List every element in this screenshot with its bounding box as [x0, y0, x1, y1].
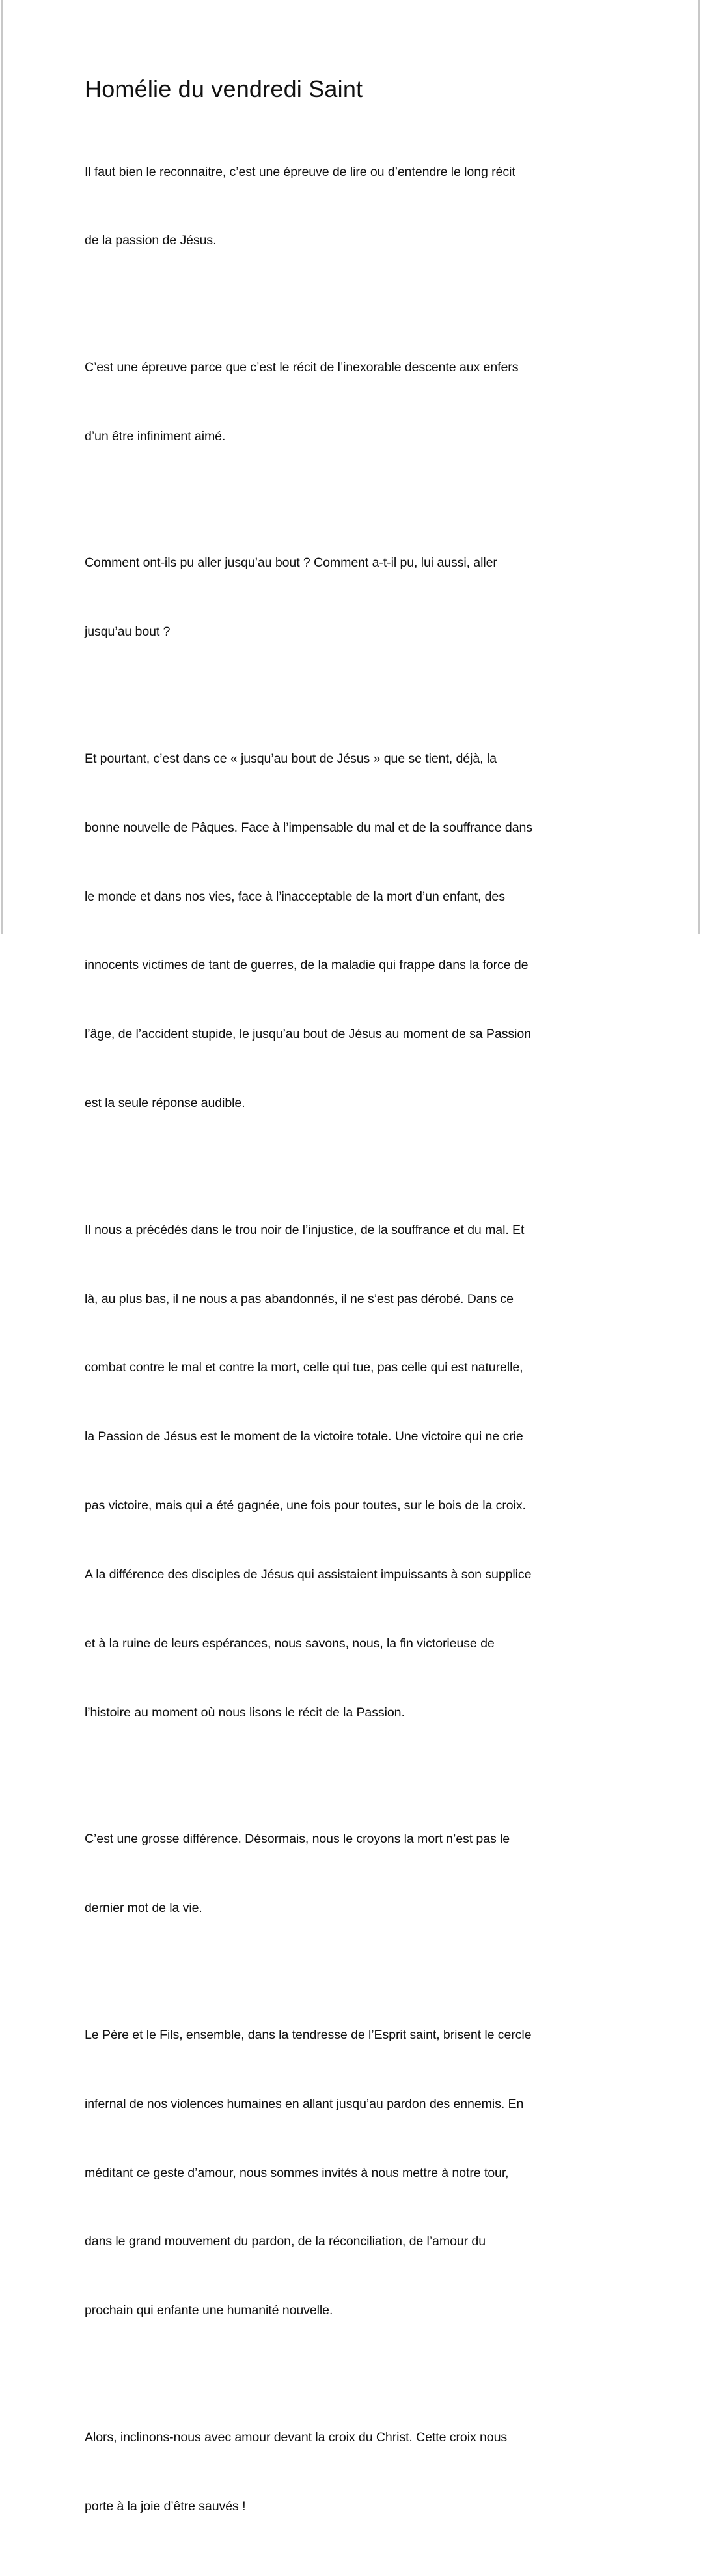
paragraph-line: d’un être infiniment aimé. [85, 428, 226, 443]
paragraph-line: dans le grand mouvement du pardon, de la réconciliation, de l’amour du [85, 2234, 486, 2249]
paragraph-line: de la passion de Jésus. [85, 233, 217, 248]
document-title: Homélie du vendredi Saint [85, 76, 363, 102]
paragraph-line: C’est une grosse différence. Désormais, nous le croyons la mort n’est pas le [85, 1832, 510, 1847]
paragraph-line: Comment ont-ils pu aller jusqu’au bout ? Comment a-t-il pu, lui aussi, aller [85, 555, 497, 570]
paragraph-line: bonne nouvelle de Pâques. Face à l’impensable du mal et de la souffrance dans [85, 820, 532, 835]
paragraph-line: Et pourtant, c’est dans ce « jusqu’au bout de Jésus » que se tient, déjà, la [85, 751, 497, 766]
paragraph [85, 1978, 618, 2368]
paragraph-line: A la différence des disciples de Jésus qui assistaient impuissants à son supplice [85, 1567, 532, 1582]
paragraph-line: la Passion de Jésus est le moment de la victoire totale. Une victoire qui ne crie [85, 1429, 523, 1444]
paragraph [85, 310, 618, 494]
paragraph-line: l’âge, de l’accident stupide, le jusqu’au bout de Jésus au moment de sa Passion [85, 1027, 531, 1042]
paragraph-line: Alors, inclinons-nous avec amour devant la croix du Christ. Cette croix nous [85, 2429, 508, 2444]
paragraph-line: C’est une épreuve parce que c’est le récit de l’inexorable descente aux enfers [85, 359, 519, 374]
paragraph [85, 2380, 618, 2564]
paragraph [85, 701, 618, 1161]
paragraph-line: infernal de nos violences humaines en allant jusqu’au pardon des ennemis. En [85, 2096, 524, 2111]
paragraph-line: porte à la joie d’être sauvés ! [85, 2499, 246, 2513]
page-edge-right [698, 0, 700, 934]
paragraph-line: et à la ruine de leurs espérances, nous savons, nous, la fin victorieuse de [85, 1636, 495, 1651]
document-page [85, 73, 618, 2576]
paragraph-line: Il faut bien le reconnaitre, c’est une épreuve de lire ou d’entendre le long récit [85, 164, 515, 179]
paragraph-line: Le Père et le Fils, ensemble, dans la tendresse de l’Esprit saint, brisent le cercle [85, 2027, 532, 2042]
paragraph-line: combat contre le mal et contre la mort, celle qui tue, pas celle qui est naturelle, [85, 1360, 523, 1375]
paragraph-line: là, au plus bas, il ne nous a pas abandonnés, il ne s’est pas dérobé. Dans ce [85, 1291, 514, 1306]
page-edge-left [1, 0, 3, 934]
paragraph [85, 1782, 618, 1966]
paragraph-line: pas victoire, mais qui a été gagnée, une fois pour toutes, sur le bois de la croix. [85, 1498, 526, 1513]
paragraph [85, 115, 618, 298]
paragraph-line: prochain qui enfante une humanité nouvelle. [85, 2303, 333, 2318]
paragraph-line: le monde et dans nos vies, face à l’inacceptable de la mort d’un enfant, des [85, 889, 505, 904]
paragraph-line: méditant ce geste d’amour, nous sommes invités à nous mettre à notre tour, [85, 2165, 509, 2180]
paragraph-line: l’histoire au moment où nous lisons le récit de la Passion. [85, 1705, 405, 1720]
paragraph-line: Il nous a précédés dans le trou noir de l’injustice, de la souffrance et du mal. Et [85, 1222, 525, 1237]
paragraph-line: dernier mot de la vie. [85, 1901, 202, 1916]
paragraph [85, 506, 618, 690]
paragraph-line: jusqu’au bout ? [85, 624, 171, 639]
paragraph-line: est la seule réponse audible. [85, 1096, 245, 1111]
paragraph-line: innocents victimes de tant de guerres, de la maladie qui frappe dans la force de [85, 958, 529, 973]
paragraph [85, 1173, 618, 1771]
